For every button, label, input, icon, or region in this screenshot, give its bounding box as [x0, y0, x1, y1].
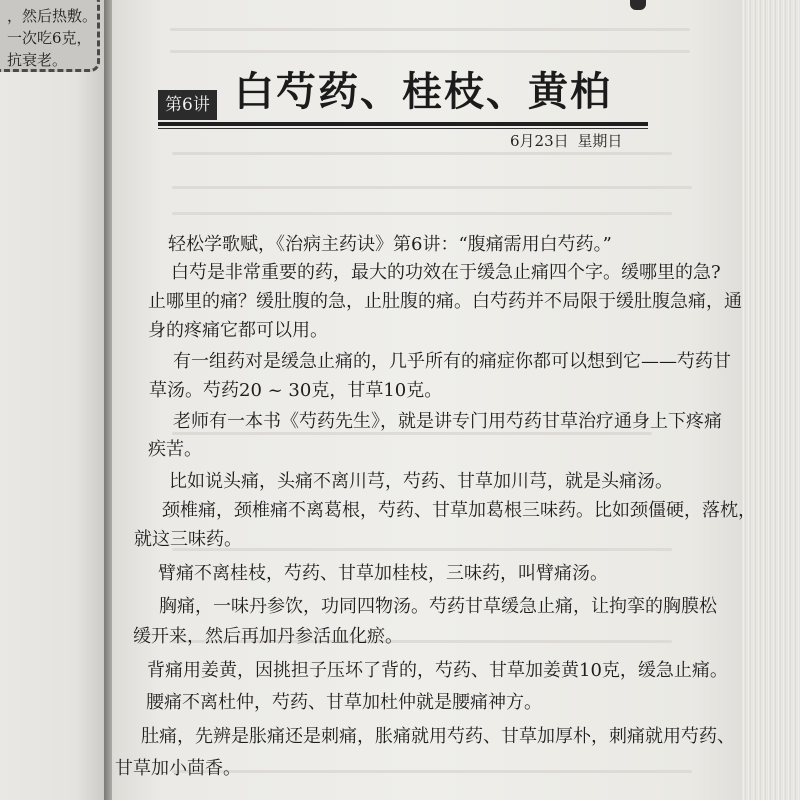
body-line: 轻松学歌赋，《治病主药诀》第6讲：“腹痛需用白芍药。”	[168, 234, 612, 255]
body-line: 臂痛不离桂枝，芍药、甘草加桂枝，三味药，叫臂痛汤。	[158, 563, 608, 584]
show-through	[170, 28, 690, 31]
body-line: 背痛用姜黄，因挑担子压坏了背的，芍药、甘草加姜黄10克，缓急止痛。	[147, 660, 728, 681]
body-line: 止哪里的痛？缓肚腹的急，止肚腹的痛。白芍药并不局限于缓肚腹急痛，通	[148, 291, 742, 312]
page-corner-mark	[630, 0, 646, 10]
body-line: 甘草加小茴香。	[115, 758, 241, 779]
note-line: ，然后热敷。	[7, 7, 98, 25]
note-line: 抗衰老。	[7, 51, 68, 69]
body-line: 比如说头痛，头痛不离川芎，芍药、甘草加川芎，就是头痛汤。	[169, 471, 673, 492]
body-line: 胸痛，一味丹参饮，功同四物汤。芍药甘草缓急止痛，让拘挛的胸膜松	[159, 596, 717, 617]
body-line: 身的疼痛它都可以用。	[148, 320, 328, 341]
dashed-note-box	[0, 0, 100, 72]
show-through	[172, 212, 672, 215]
show-through	[172, 186, 692, 189]
body-line: 肚痛，先辨是胀痛还是刺痛，胀痛就用芍药、甘草加厚朴，刺痛就用芍药、	[141, 726, 735, 747]
title-rule	[158, 122, 648, 126]
page-edges	[742, 0, 800, 800]
show-through	[172, 548, 672, 551]
body-line: 草汤。芍药20 ~ 30克，甘草10克。	[149, 380, 443, 401]
body-line: 腰痛不离杜仲，芍药、甘草加杜仲就是腰痛神方。	[146, 692, 542, 713]
body-line: 疾苦。	[148, 439, 202, 460]
note-line: 一次吃6克，	[7, 29, 92, 47]
title-rule-thin	[158, 128, 648, 129]
show-through	[172, 152, 672, 155]
lesson-number-badge: 第6讲	[158, 90, 217, 120]
lesson-title: 白芍药、桂枝、黄柏	[234, 68, 612, 115]
body-line: 缓开来，然后再加丹参活血化瘀。	[133, 626, 403, 647]
body-line: 就这三味药。	[134, 529, 242, 550]
show-through	[170, 50, 690, 53]
lesson-date: 6月23日 星期日	[510, 132, 623, 150]
show-through	[172, 770, 692, 773]
body-line: 有一组药对是缓急止痛的，几乎所有的痛症你都可以想到它——芍药甘	[173, 351, 731, 372]
body-line: 颈椎痛，颈椎痛不离葛根，芍药、甘草加葛根三味药。比如颈僵硬，落枕，	[162, 500, 756, 521]
left-page	[0, 0, 108, 800]
body-line: 白芍是非常重要的药，最大的功效在于缓急止痛四个字。缓哪里的急?	[171, 262, 721, 283]
body-line: 老师有一本书《芍药先生》，就是讲专门用芍药甘草治疗通身上下疼痛	[173, 411, 722, 432]
